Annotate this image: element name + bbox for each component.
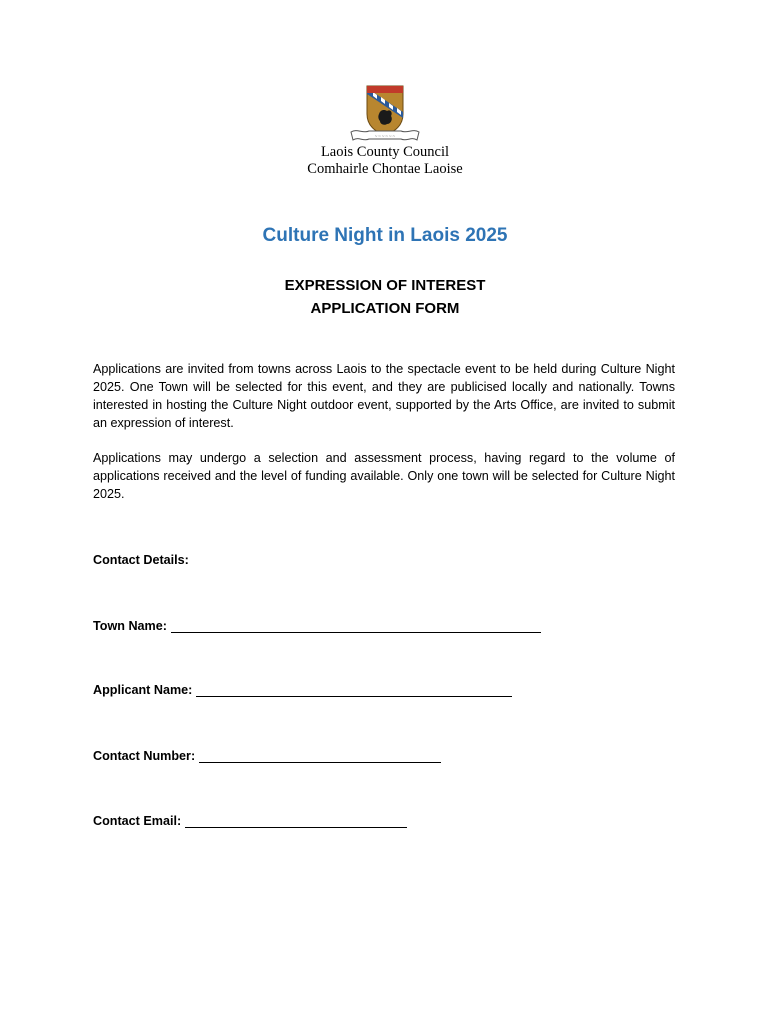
document-subtitle-line1: EXPRESSION OF INTEREST [284, 277, 486, 294]
applicant-name-row [93, 681, 512, 699]
applicant-name-field[interactable] [196, 682, 512, 697]
contact-number-field[interactable] [199, 748, 441, 763]
document-title: Culture Night in Laois 2025 [262, 225, 508, 246]
contact-details-heading: Contact Details: [93, 553, 189, 567]
intro-paragraph: Applications are invited from towns across Laois to the spectacle event to be held during Culture Night 2025. One Town will be selected for this event, and they are publicised locally and nationally. Towns interested in hosting the Culture Night outdoor event, supported by the Arts Office, are invited to submit an expression of interest. [93, 362, 675, 430]
contact-email-label: Contact Email: [93, 814, 182, 828]
contact-number-row [93, 747, 441, 765]
applicant-name-label: Applicant Name: [93, 683, 193, 697]
coat-of-arms-icon [347, 84, 423, 146]
document-subtitle-line2: APPLICATION FORM [310, 300, 460, 317]
svg-text:~ ~ ~ ~ ~ ~: ~ ~ ~ ~ ~ ~ [374, 133, 396, 139]
town-name-label: Town Name: [93, 619, 167, 633]
council-name-irish: Comhairle Chontae Laoise [307, 161, 463, 177]
contact-number-label: Contact Number: [93, 749, 196, 763]
assessment-paragraph: Applications may undergo a selection and assessment process, having regard to the volume of applications received and the level of funding available. Only one town will be selected for Culture Night 2025. [93, 451, 675, 501]
council-name-english: Laois County Council [320, 144, 450, 160]
town-name-row [93, 617, 541, 635]
town-name-field[interactable] [171, 618, 541, 633]
contact-email-row [93, 812, 407, 830]
contact-email-field[interactable] [185, 813, 407, 828]
